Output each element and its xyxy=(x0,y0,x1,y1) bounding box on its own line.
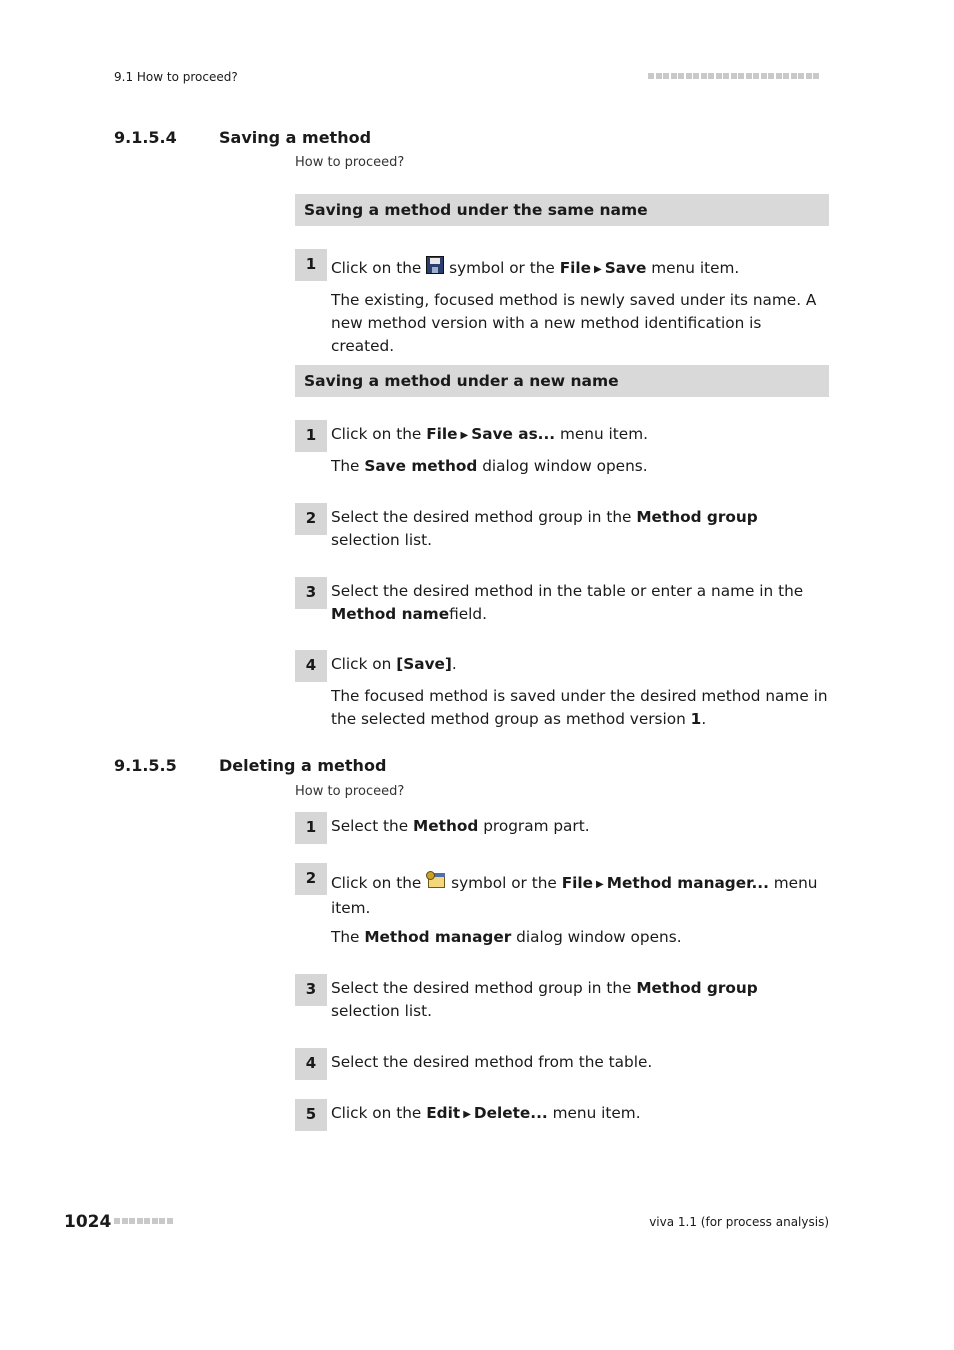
step-instruction: Click on [Save]. xyxy=(331,655,457,673)
step-instruction: Select the desired method in the table or enter a name in the Method namefield. xyxy=(331,582,804,623)
header-decoration xyxy=(648,73,819,79)
step-result: The focused method is saved under the desired method name in the selected method group as method version 1. xyxy=(331,687,828,728)
section-heading-saving xyxy=(114,128,814,150)
section-title: Saving a method xyxy=(219,128,372,147)
section-number: 9.1.5.5 xyxy=(114,756,177,775)
step-number: 3 xyxy=(295,577,327,609)
step-number: 2 xyxy=(295,863,327,895)
save-disk-icon xyxy=(426,256,444,274)
step-instruction: Click on the Edit ▶ Delete... menu item. xyxy=(331,1104,641,1122)
product-name: viva 1.1 (for process analysis) xyxy=(649,1215,829,1229)
step-result: The Save method dialog window opens. xyxy=(331,457,648,475)
section-heading-deleting xyxy=(114,756,814,778)
subheading-new-name xyxy=(295,365,829,397)
step-instruction: Select the Method program part. xyxy=(331,817,590,835)
step-instruction: Click on the symbol or the File ▶ Method manager... menu item. xyxy=(331,871,829,920)
footer-decoration xyxy=(114,1218,173,1224)
step-number: 3 xyxy=(295,974,327,1006)
step-instruction: Click on the File ▶ Save as... menu item. xyxy=(331,425,648,443)
step-number: 2 xyxy=(295,503,327,535)
step-instruction: Select the desired method from the table. xyxy=(331,1053,653,1071)
step-result: The existing, focused method is newly saved under its name. A new method version with a new method identification is created. xyxy=(331,291,817,355)
section-intro: How to proceed? xyxy=(295,784,405,799)
section-intro: How to proceed? xyxy=(295,155,405,170)
step-number: 1 xyxy=(295,420,327,452)
step-number: 5 xyxy=(295,1099,327,1131)
step-number: 1 xyxy=(295,249,327,281)
step-instruction: Select the desired method group in the Method group selection list. xyxy=(331,508,758,549)
step-number: 1 xyxy=(295,812,327,844)
section-title: Deleting a method xyxy=(219,756,387,775)
subheading-same-name xyxy=(295,194,829,226)
step-number: 4 xyxy=(295,650,327,682)
page-number: 1024 xyxy=(64,1212,112,1232)
step-result: The Method manager dialog window opens. xyxy=(331,928,682,946)
step-instruction: Select the desired method group in the Method group selection list. xyxy=(331,979,758,1020)
step-instruction: Click on the symbol or the File ▶ Save menu item. xyxy=(331,256,829,282)
subheading-label: Saving a method under a new name xyxy=(304,372,619,390)
running-header: 9.1 How to proceed? xyxy=(114,70,238,84)
subheading-label: Saving a method under the same name xyxy=(304,201,648,219)
method-manager-icon xyxy=(426,871,446,889)
step-number: 4 xyxy=(295,1048,327,1080)
section-number: 9.1.5.4 xyxy=(114,128,177,147)
